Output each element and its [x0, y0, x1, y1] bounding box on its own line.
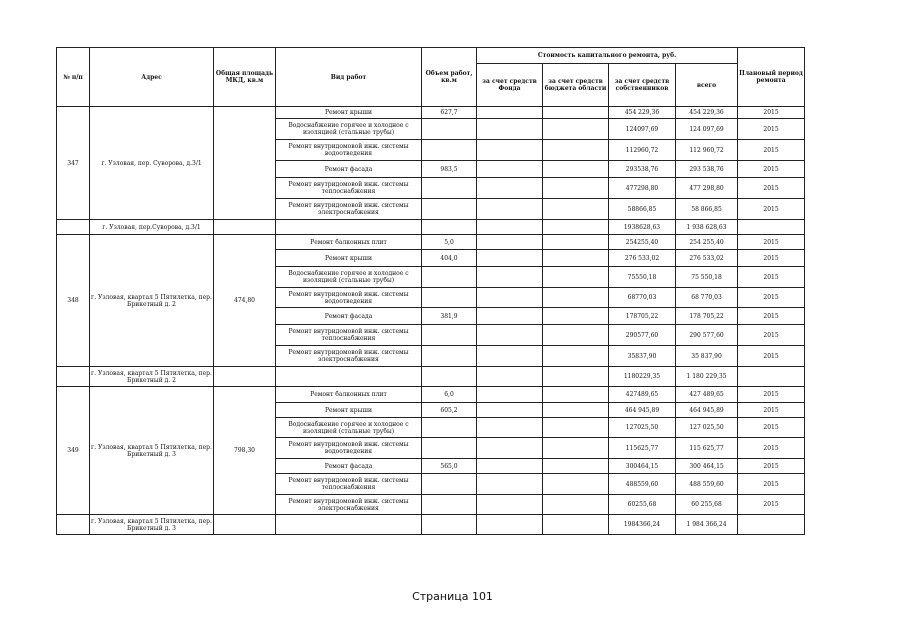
work-type-cell: Ремонт внутридомовой инж. системы теплоснабжения: [276, 178, 422, 199]
table-row: [57, 235, 805, 250]
work-type-cell: Ремонт внутридомовой инж. системы водоотведения: [276, 140, 422, 161]
work-type-cell: Ремонт внутридомовой инж. системы теплоснабжения: [276, 474, 422, 495]
volume-cell: 381,9: [422, 308, 477, 325]
fund-cell: [477, 267, 543, 288]
subtotal-empty: [738, 367, 805, 387]
volume-cell: [422, 346, 477, 367]
period-cell: 2015: [738, 267, 805, 288]
fund-cell: [477, 308, 543, 325]
total-cell: 290 577,60: [676, 325, 738, 346]
subtotal-row: [57, 367, 805, 387]
region-cell: [543, 199, 609, 220]
region-cell: [543, 178, 609, 199]
region-cell: [543, 119, 609, 140]
region-cell: [543, 161, 609, 178]
header-volume: Объем работ, кв.м: [422, 48, 477, 107]
owners-cell: 488559,60: [609, 474, 676, 495]
table-body: [57, 107, 805, 535]
period-cell: 2015: [738, 250, 805, 267]
total-cell: 178 705,22: [676, 308, 738, 325]
work-type-cell: Ремонт крыши: [276, 250, 422, 267]
total-cell: 58 866,85: [676, 199, 738, 220]
subtotal-label: г. Узловая, квартал 5 Пятилетка, пер. Брикетный д. 2: [90, 367, 214, 387]
subtotal-empty: [477, 367, 543, 387]
subtotal-label: г. Узловая, квартал 5 Пятилетка, пер. Брикетный д. 3: [90, 515, 214, 535]
subtotal-empty: [422, 367, 477, 387]
subtotal-empty: [214, 220, 276, 235]
subtotal-total: 1 938 628,63: [676, 220, 738, 235]
subtotal-empty: [543, 515, 609, 535]
header-total: всего: [676, 64, 738, 107]
fund-cell: [477, 199, 543, 220]
table-row: [57, 107, 805, 119]
subtotal-empty: [57, 515, 90, 535]
subtotal-empty: [422, 515, 477, 535]
subtotal-empty: [738, 515, 805, 535]
page-number: Страница 101: [412, 590, 493, 603]
region-cell: [543, 474, 609, 495]
total-cell: 112 960,72: [676, 140, 738, 161]
work-type-cell: Ремонт внутридомовой инж. системы электроснабжения: [276, 495, 422, 515]
fund-cell: [477, 474, 543, 495]
region-cell: [543, 235, 609, 250]
fund-cell: [477, 107, 543, 119]
row-address: г. Узловая, квартал 5 Пятилетка, пер. Брикетный д. 3: [90, 387, 214, 515]
period-cell: 2015: [738, 178, 805, 199]
work-type-cell: Ремонт балконных плит: [276, 235, 422, 250]
region-cell: [543, 107, 609, 119]
subtotal-total: 1 180 229,35: [676, 367, 738, 387]
subtotal-owners: 1984366,24: [609, 515, 676, 535]
volume-cell: [422, 418, 477, 438]
subtotal-empty: [214, 367, 276, 387]
row-area: 474,80: [214, 235, 276, 367]
total-cell: 464 945,89: [676, 403, 738, 418]
fund-cell: [477, 418, 543, 438]
table-row: [57, 387, 805, 403]
subtotal-empty: [422, 220, 477, 235]
period-cell: 2015: [738, 107, 805, 119]
region-cell: [543, 288, 609, 308]
subtotal-empty: [477, 220, 543, 235]
work-type-cell: Ремонт фасада: [276, 308, 422, 325]
period-cell: 2015: [738, 459, 805, 474]
header-region: за счет средств бюджета области: [543, 64, 609, 107]
region-cell: [543, 403, 609, 418]
period-cell: 2015: [738, 235, 805, 250]
region-cell: [543, 346, 609, 367]
volume-cell: [422, 199, 477, 220]
subtotal-empty: [276, 515, 422, 535]
owners-cell: 290577,60: [609, 325, 676, 346]
subtotal-empty: [477, 515, 543, 535]
subtotal-label: г. Узловая, пер.Суворова, д.3/1: [90, 220, 214, 235]
region-cell: [543, 325, 609, 346]
period-cell: 2015: [738, 199, 805, 220]
region-cell: [543, 387, 609, 403]
owners-cell: 35837,90: [609, 346, 676, 367]
owners-cell: 477298,80: [609, 178, 676, 199]
header-fund: за счет средств Фонда: [477, 64, 543, 107]
total-cell: 300 464,15: [676, 459, 738, 474]
total-cell: 60 255,68: [676, 495, 738, 515]
period-cell: 2015: [738, 403, 805, 418]
fund-cell: [477, 346, 543, 367]
total-cell: 488 559,60: [676, 474, 738, 495]
work-type-cell: Ремонт крыши: [276, 107, 422, 119]
owners-cell: 300464,15: [609, 459, 676, 474]
region-cell: [543, 418, 609, 438]
volume-cell: 605,2: [422, 403, 477, 418]
header-cost-group: Стоимость капитального ремонта, руб.: [477, 48, 738, 64]
subtotal-total: 1 984 366,24: [676, 515, 738, 535]
period-cell: 2015: [738, 119, 805, 140]
subtotal-empty: [276, 220, 422, 235]
work-type-cell: Ремонт внутридомовой инж. системы электроснабжения: [276, 199, 422, 220]
fund-cell: [477, 235, 543, 250]
region-cell: [543, 438, 609, 459]
total-cell: 75 550,18: [676, 267, 738, 288]
period-cell: 2015: [738, 346, 805, 367]
period-cell: 2015: [738, 325, 805, 346]
volume-cell: [422, 267, 477, 288]
owners-cell: 427489,65: [609, 387, 676, 403]
total-cell: 115 625,77: [676, 438, 738, 459]
header-num: № п/п: [57, 48, 90, 107]
work-type-cell: Ремонт фасада: [276, 459, 422, 474]
period-cell: 2015: [738, 161, 805, 178]
total-cell: 427 489,65: [676, 387, 738, 403]
header-work-type: Вид работ: [276, 48, 422, 107]
subtotal-row: [57, 515, 805, 535]
work-type-cell: Ремонт фасада: [276, 161, 422, 178]
volume-cell: [422, 178, 477, 199]
subtotal-owners: 1180229,35: [609, 367, 676, 387]
work-type-cell: Ремонт крыши: [276, 403, 422, 418]
fund-cell: [477, 178, 543, 199]
volume-cell: 6,0: [422, 387, 477, 403]
owners-cell: 68770,03: [609, 288, 676, 308]
volume-cell: 565,0: [422, 459, 477, 474]
fund-cell: [477, 438, 543, 459]
owners-cell: 276 533,02: [609, 250, 676, 267]
header-area: Общая площадь МКД, кв.м: [214, 48, 276, 107]
header-owners: за счет средств собственников: [609, 64, 676, 107]
work-type-cell: Водоснабжение горячее и холодное с изоляцией (стальные трубы): [276, 418, 422, 438]
period-cell: 2015: [738, 288, 805, 308]
row-address: г. Узловая, квартал 5 Пятилетка, пер. Брикетный д. 2: [90, 235, 214, 367]
header-address: Адрес: [90, 48, 214, 107]
period-cell: 2015: [738, 418, 805, 438]
owners-cell: 60255,68: [609, 495, 676, 515]
subtotal-owners: 1938628,63: [609, 220, 676, 235]
subtotal-empty: [57, 220, 90, 235]
volume-cell: [422, 325, 477, 346]
owners-cell: 464 945,89: [609, 403, 676, 418]
fund-cell: [477, 403, 543, 418]
fund-cell: [477, 495, 543, 515]
subtotal-empty: [57, 367, 90, 387]
row-number: 348: [57, 235, 90, 367]
fund-cell: [477, 119, 543, 140]
total-cell: 276 533,02: [676, 250, 738, 267]
work-type-cell: Ремонт внутридомовой инж. системы теплоснабжения: [276, 325, 422, 346]
total-cell: 124 097,69: [676, 119, 738, 140]
volume-cell: [422, 288, 477, 308]
period-cell: 2015: [738, 140, 805, 161]
volume-cell: [422, 140, 477, 161]
volume-cell: 983,5: [422, 161, 477, 178]
work-type-cell: Ремонт балконных плит: [276, 387, 422, 403]
fund-cell: [477, 325, 543, 346]
work-type-cell: Ремонт внутридомовой инж. системы электроснабжения: [276, 346, 422, 367]
region-cell: [543, 495, 609, 515]
total-cell: 127 025,50: [676, 418, 738, 438]
work-type-cell: Водоснабжение горячее и холодное с изоляцией (стальные трубы): [276, 119, 422, 140]
subtotal-empty: [738, 220, 805, 235]
volume-cell: [422, 474, 477, 495]
fund-cell: [477, 140, 543, 161]
owners-cell: 75550,18: [609, 267, 676, 288]
work-type-cell: Ремонт внутридомовой инж. системы водоотведения: [276, 438, 422, 459]
region-cell: [543, 250, 609, 267]
region-cell: [543, 459, 609, 474]
fund-cell: [477, 288, 543, 308]
owners-cell: 127025,50: [609, 418, 676, 438]
region-cell: [543, 140, 609, 161]
volume-cell: [422, 438, 477, 459]
subtotal-row: [57, 220, 805, 235]
total-cell: 477 298,80: [676, 178, 738, 199]
total-cell: 454 229,36: [676, 107, 738, 119]
volume-cell: 404,0: [422, 250, 477, 267]
fund-cell: [477, 459, 543, 474]
volume-cell: 5,0: [422, 235, 477, 250]
work-type-cell: Ремонт внутридомовой инж. системы водоотведения: [276, 288, 422, 308]
owners-cell: 178705,22: [609, 308, 676, 325]
fund-cell: [477, 161, 543, 178]
total-cell: 68 770,03: [676, 288, 738, 308]
volume-cell: 627,7: [422, 107, 477, 119]
owners-cell: 293538,76: [609, 161, 676, 178]
owners-cell: 124097,69: [609, 119, 676, 140]
period-cell: 2015: [738, 387, 805, 403]
period-cell: 2015: [738, 495, 805, 515]
owners-cell: 112960,72: [609, 140, 676, 161]
volume-cell: [422, 495, 477, 515]
owners-cell: 115625,77: [609, 438, 676, 459]
total-cell: 293 538,76: [676, 161, 738, 178]
fund-cell: [477, 250, 543, 267]
subtotal-empty: [543, 367, 609, 387]
period-cell: 2015: [738, 438, 805, 459]
subtotal-empty: [543, 220, 609, 235]
volume-cell: [422, 119, 477, 140]
fund-cell: [477, 387, 543, 403]
work-type-cell: Водоснабжение горячее и холодное с изоляцией (стальные трубы): [276, 267, 422, 288]
capital-repair-table: [56, 47, 805, 535]
row-area: [214, 107, 276, 220]
period-cell: 2015: [738, 474, 805, 495]
owners-cell: 254255,40: [609, 235, 676, 250]
owners-cell: 454 229,36: [609, 107, 676, 119]
subtotal-empty: [214, 515, 276, 535]
row-area: 798,30: [214, 387, 276, 515]
period-cell: 2015: [738, 308, 805, 325]
region-cell: [543, 308, 609, 325]
row-number: 349: [57, 387, 90, 515]
total-cell: 35 837,90: [676, 346, 738, 367]
region-cell: [543, 267, 609, 288]
total-cell: 254 255,40: [676, 235, 738, 250]
row-address: г. Узловая, пер. Суворова, д.3/1: [90, 107, 214, 220]
subtotal-empty: [276, 367, 422, 387]
header-period: Плановый период ремонта: [738, 48, 805, 107]
owners-cell: 58866,85: [609, 199, 676, 220]
row-number: 347: [57, 107, 90, 220]
